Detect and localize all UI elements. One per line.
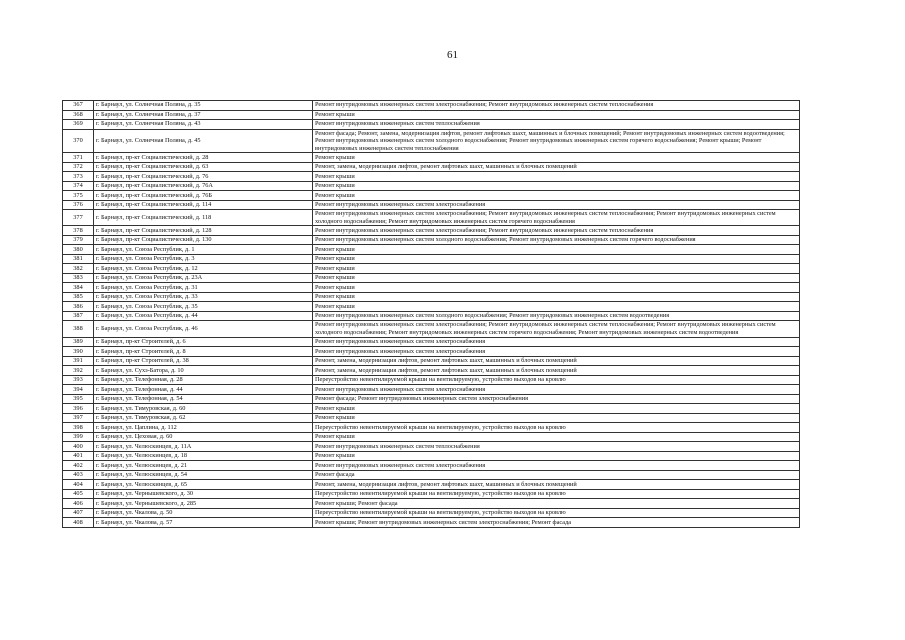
table-row	[63, 423, 800, 433]
table-row	[63, 480, 800, 490]
table-row	[63, 337, 800, 347]
address-cell: г. Барнаул, ул. Чкалова, д. 50	[94, 508, 313, 518]
address-cell: г. Барнаул, ул. Союза Республик, д. 31	[94, 283, 313, 293]
address-cell: г. Барнаул, ул. Солнечная Поляна, д. 37	[94, 110, 313, 120]
work-type-cell: Ремонт, замена, модернизация лифтов, ремонт лифтовых шахт, машинных и блочных помещений	[313, 480, 800, 490]
address-cell: г. Барнаул, ул. Сухэ-Батора, д. 10	[94, 366, 313, 376]
table-row	[63, 110, 800, 120]
work-type-cell: Ремонт внутридомовых инженерных систем электроснабжения; Ремонт внутридомовых инженерных систем теплоснабжения	[313, 226, 800, 236]
row-number-cell: 382	[63, 264, 94, 274]
table-row	[63, 375, 800, 385]
row-number-cell: 387	[63, 311, 94, 321]
address-cell: г. Барнаул, пр-кт Социалистический, д. 76Б	[94, 191, 313, 201]
address-cell: г. Барнаул, пр-кт Социалистический, д. 63	[94, 162, 313, 172]
address-cell: г. Барнаул, пр-кт Социалистический, д. 28	[94, 153, 313, 163]
row-number-cell: 370	[63, 129, 94, 153]
address-cell: г. Барнаул, ул. Челюскинцев, д. 21	[94, 461, 313, 471]
row-number-cell: 393	[63, 375, 94, 385]
address-cell: г. Барнаул, ул. Телефонная, д. 28	[94, 375, 313, 385]
work-type-cell: Ремонт внутридомовых инженерных систем холодного водоснабжения; Ремонт внутридомовых инженерных систем горячего водоснабжения	[313, 235, 800, 245]
address-cell: г. Барнаул, ул. Цеховая, д. 60	[94, 432, 313, 442]
table-row	[63, 226, 800, 236]
table-row	[63, 264, 800, 274]
address-cell: г. Барнаул, пр-кт Социалистический, д. 130	[94, 235, 313, 245]
row-number-cell: 395	[63, 394, 94, 404]
address-cell: г. Барнаул, пр-кт Социалистический, д. 118	[94, 210, 313, 226]
work-type-cell: Ремонт крыши	[313, 254, 800, 264]
address-cell: г. Барнаул, ул. Союза Республик, д. 35	[94, 302, 313, 312]
address-cell: г. Барнаул, ул. Союза Республик, д. 1	[94, 245, 313, 255]
table-row	[63, 461, 800, 471]
work-type-cell: Переустройство невентилируемой крыши на вентилируемую, устройство выходов на кровлю	[313, 423, 800, 433]
table-row	[63, 162, 800, 172]
address-cell: г. Барнаул, ул. Чкалова, д. 57	[94, 518, 313, 528]
work-type-cell: Ремонт крыши	[313, 283, 800, 293]
address-cell: г. Барнаул, ул. Телефонная, д. 54	[94, 394, 313, 404]
table-row	[63, 181, 800, 191]
address-cell: г. Барнаул, ул. Солнечная Поляна, д. 45	[94, 129, 313, 153]
row-number-cell: 398	[63, 423, 94, 433]
table-row	[63, 302, 800, 312]
row-number-cell: 380	[63, 245, 94, 255]
row-number-cell: 383	[63, 273, 94, 283]
row-number-cell: 401	[63, 451, 94, 461]
address-cell: г. Барнаул, ул. Союза Республик, д. 3	[94, 254, 313, 264]
row-number-cell: 391	[63, 356, 94, 366]
work-type-cell: Ремонт фасада; Ремонт, замена, модернизация лифтов, ремонт лифтовых шахт, машинных и блочных помещений; Ремонт внутридомовых инженерных систем водоотведения; Ремонт внутридомовых инженерных систем холодного водоснабжения; Ремонт внутридомовых инженерных систем горячего водоснабжения; Ремонт крыши; Ремонт внутридомовых инженерных систем теплоснабжения	[313, 129, 800, 153]
row-number-cell: 371	[63, 153, 94, 163]
table-row	[63, 347, 800, 357]
row-number-cell: 399	[63, 432, 94, 442]
work-type-cell: Ремонт внутридомовых инженерных систем электроснабжения; Ремонт внутридомовых инженерных систем теплоснабжения; Ремонт внутридомовых инженерных систем холодного водоснабжения; Ремонт внутридомовых инженерных систем горячего водоснабжения	[313, 210, 800, 226]
row-number-cell: 407	[63, 508, 94, 518]
row-number-cell: 381	[63, 254, 94, 264]
row-number-cell: 392	[63, 366, 94, 376]
table-row	[63, 385, 800, 395]
address-cell: г. Барнаул, ул. Союза Республик, д. 23А	[94, 273, 313, 283]
work-type-cell: Ремонт крыши	[313, 172, 800, 182]
work-type-cell: Переустройство невентилируемой крыши на вентилируемую, устройство выходов на кровлю	[313, 375, 800, 385]
table-row	[63, 292, 800, 302]
address-cell: г. Барнаул, ул. Тимуровская, д. 62	[94, 413, 313, 423]
table-row	[63, 153, 800, 163]
row-number-cell: 368	[63, 110, 94, 120]
work-type-cell: Ремонт крыши	[313, 264, 800, 274]
work-type-cell: Ремонт крыши; Ремонт фасада	[313, 499, 800, 509]
work-type-cell: Ремонт фасада	[313, 470, 800, 480]
table-row	[63, 499, 800, 509]
table-row	[63, 394, 800, 404]
work-type-cell: Ремонт внутридомовых инженерных систем электроснабжения	[313, 347, 800, 357]
address-cell: г. Барнаул, ул. Союза Республик, д. 44	[94, 311, 313, 321]
address-cell: г. Барнаул, ул. Цаплина, д. 112	[94, 423, 313, 433]
work-type-cell: Ремонт внутридомовых инженерных систем электроснабжения; Ремонт внутридомовых инженерных систем теплоснабжения	[313, 101, 800, 111]
address-cell: г. Барнаул, ул. Челюскинцев, д. 11А	[94, 442, 313, 452]
table-row	[63, 404, 800, 414]
table-row	[63, 172, 800, 182]
address-cell: г. Барнаул, ул. Челюскинцев, д. 54	[94, 470, 313, 480]
row-number-cell: 377	[63, 210, 94, 226]
address-cell: г. Барнаул, пр-кт Социалистический, д. 76А	[94, 181, 313, 191]
row-number-cell: 405	[63, 489, 94, 499]
row-number-cell: 374	[63, 181, 94, 191]
table-row	[63, 210, 800, 226]
address-cell: г. Барнаул, пр-кт Социалистический, д. 76	[94, 172, 313, 182]
table-body	[63, 101, 800, 528]
row-number-cell: 373	[63, 172, 94, 182]
table-row	[63, 518, 800, 528]
table-row	[63, 432, 800, 442]
work-type-cell: Ремонт крыши	[313, 181, 800, 191]
table-row	[63, 120, 800, 130]
address-cell: г. Барнаул, ул. Союза Республик, д. 12	[94, 264, 313, 274]
address-cell: г. Барнаул, пр-кт Строителей, д. 8	[94, 347, 313, 357]
table-row	[63, 413, 800, 423]
table-row	[63, 489, 800, 499]
table-row	[63, 254, 800, 264]
work-type-cell: Ремонт крыши	[313, 110, 800, 120]
row-number-cell: 384	[63, 283, 94, 293]
row-number-cell: 367	[63, 101, 94, 111]
table-row	[63, 321, 800, 337]
row-number-cell: 376	[63, 200, 94, 210]
table-row	[63, 101, 800, 111]
work-type-cell: Ремонт внутридомовых инженерных систем электроснабжения	[313, 337, 800, 347]
work-type-cell: Ремонт, замена, модернизация лифтов, ремонт лифтовых шахт, машинных и блочных помещений	[313, 366, 800, 376]
table-row	[63, 470, 800, 480]
address-cell: г. Барнаул, ул. Союза Республик, д. 46	[94, 321, 313, 337]
address-cell: г. Барнаул, пр-кт Строителей, д. 38	[94, 356, 313, 366]
table-row	[63, 451, 800, 461]
table-row	[63, 245, 800, 255]
work-type-cell: Ремонт фасада; Ремонт внутридомовых инженерных систем электроснабжения	[313, 394, 800, 404]
work-type-cell: Ремонт внутридомовых инженерных систем теплоснабжения	[313, 442, 800, 452]
work-type-cell: Ремонт крыши	[313, 451, 800, 461]
address-cell: г. Барнаул, ул. Телефонная, д. 44	[94, 385, 313, 395]
address-cell: г. Барнаул, пр-кт Социалистический, д. 128	[94, 226, 313, 236]
work-type-cell: Ремонт крыши	[313, 245, 800, 255]
work-type-cell: Ремонт крыши	[313, 302, 800, 312]
table-row	[63, 442, 800, 452]
repair-table	[62, 100, 800, 528]
row-number-cell: 408	[63, 518, 94, 528]
table-row	[63, 311, 800, 321]
row-number-cell: 389	[63, 337, 94, 347]
row-number-cell: 388	[63, 321, 94, 337]
row-number-cell: 394	[63, 385, 94, 395]
row-number-cell: 375	[63, 191, 94, 201]
row-number-cell: 400	[63, 442, 94, 452]
address-cell: г. Барнаул, ул. Чернышевского, д. 285	[94, 499, 313, 509]
work-type-cell: Переустройство невентилируемой крыши на вентилируемую, устройство выходов на кровлю	[313, 489, 800, 499]
table-row	[63, 283, 800, 293]
work-type-cell: Ремонт крыши	[313, 191, 800, 201]
address-cell: г. Барнаул, пр-кт Строителей, д. 6	[94, 337, 313, 347]
work-type-cell: Ремонт внутридомовых инженерных систем холодного водоснабжения; Ремонт внутридомовых инженерных систем водоотведения	[313, 311, 800, 321]
table-row	[63, 129, 800, 153]
address-cell: г. Барнаул, ул. Челюскинцев, д. 18	[94, 451, 313, 461]
page-number: 61	[447, 49, 458, 61]
work-type-cell: Ремонт крыши	[313, 404, 800, 414]
table-row	[63, 508, 800, 518]
row-number-cell: 379	[63, 235, 94, 245]
work-type-cell: Ремонт крыши	[313, 153, 800, 163]
table-row	[63, 200, 800, 210]
work-type-cell: Переустройство невентилируемой крыши на вентилируемую, устройство выходов на кровлю	[313, 508, 800, 518]
table-row	[63, 273, 800, 283]
row-number-cell: 372	[63, 162, 94, 172]
address-cell: г. Барнаул, ул. Солнечная Поляна, д. 35	[94, 101, 313, 111]
row-number-cell: 385	[63, 292, 94, 302]
work-type-cell: Ремонт внутридомовых инженерных систем теплоснабжения	[313, 120, 800, 130]
row-number-cell: 396	[63, 404, 94, 414]
address-cell: г. Барнаул, ул. Чернышевского, д. 30	[94, 489, 313, 499]
address-cell: г. Барнаул, ул. Челюскинцев, д. 65	[94, 480, 313, 490]
work-type-cell: Ремонт внутридомовых инженерных систем электроснабжения	[313, 200, 800, 210]
work-type-cell: Ремонт, замена, модернизация лифтов, ремонт лифтовых шахт, машинных и блочных помещений	[313, 356, 800, 366]
row-number-cell: 390	[63, 347, 94, 357]
row-number-cell: 402	[63, 461, 94, 471]
work-type-cell: Ремонт внутридомовых инженерных систем электроснабжения	[313, 385, 800, 395]
row-number-cell: 369	[63, 120, 94, 130]
work-type-cell: Ремонт крыши; Ремонт внутридомовых инженерных систем электроснабжения; Ремонт фасада	[313, 518, 800, 528]
row-number-cell: 397	[63, 413, 94, 423]
address-cell: г. Барнаул, пр-кт Социалистический, д. 114	[94, 200, 313, 210]
work-type-cell: Ремонт внутридомовых инженерных систем электроснабжения; Ремонт внутридомовых инженерных систем теплоснабжения; Ремонт внутридомовых инженерных систем холодного водоснабжения; Ремонт внутридомовых инженерных систем горячего водоснабжения; Ремонт внутридомовых инженерных систем водоотведения	[313, 321, 800, 337]
address-cell: г. Барнаул, ул. Союза Республик, д. 33	[94, 292, 313, 302]
row-number-cell: 406	[63, 499, 94, 509]
row-number-cell: 378	[63, 226, 94, 236]
work-type-cell: Ремонт, замена, модернизация лифтов, ремонт лифтовых шахт, машинных и блочных помещений	[313, 162, 800, 172]
work-type-cell: Ремонт крыши	[313, 432, 800, 442]
work-type-cell: Ремонт крыши	[313, 413, 800, 423]
work-type-cell: Ремонт крыши	[313, 273, 800, 283]
work-type-cell: Ремонт внутридомовых инженерных систем электроснабжения	[313, 461, 800, 471]
table-row	[63, 191, 800, 201]
table-row	[63, 356, 800, 366]
work-type-cell: Ремонт крыши	[313, 292, 800, 302]
row-number-cell: 404	[63, 480, 94, 490]
table-row	[63, 366, 800, 376]
address-cell: г. Барнаул, ул. Солнечная Поляна, д. 43	[94, 120, 313, 130]
row-number-cell: 403	[63, 470, 94, 480]
address-cell: г. Барнаул, ул. Тимуровская, д. 60	[94, 404, 313, 414]
row-number-cell: 386	[63, 302, 94, 312]
table-row	[63, 235, 800, 245]
